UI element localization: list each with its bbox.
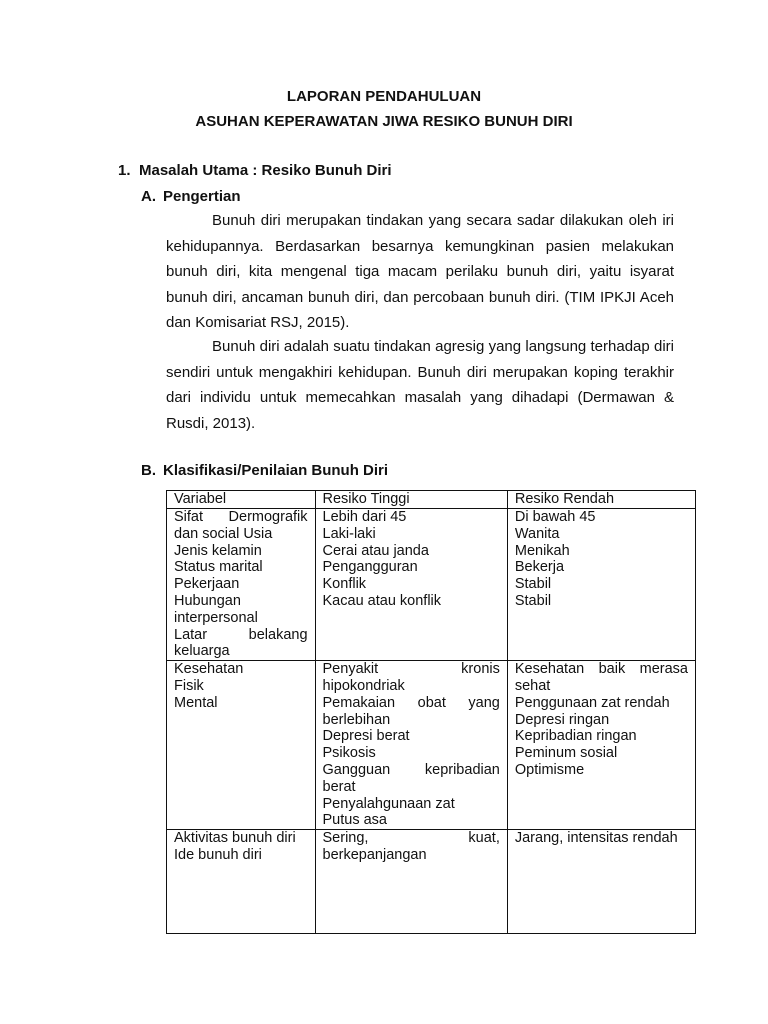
cell-line: Depresi berat bbox=[322, 728, 410, 745]
cell-line: interpersonal bbox=[174, 609, 258, 626]
cell-line: Ide bunuh diri bbox=[174, 846, 262, 863]
table-header-row bbox=[167, 491, 696, 509]
cell-line: Kacau atau konflik bbox=[322, 592, 442, 609]
table-cell-rendah bbox=[507, 509, 695, 661]
cell-line: berlebihan bbox=[322, 711, 391, 728]
subsection-letter: A. bbox=[141, 188, 156, 205]
cell-line: Laki-laki bbox=[322, 525, 376, 542]
table-header-cell: Resiko Tinggi bbox=[315, 491, 507, 509]
cell-line: Kesehatan baik merasa bbox=[514, 661, 688, 678]
cell-line: Fisik bbox=[174, 677, 204, 694]
cell-line: Kepribadian ringan bbox=[514, 728, 637, 745]
cell-line: Sering, kuat, bbox=[322, 830, 500, 847]
paragraph-1: Bunuh diri merupakan tindakan yang secara sadar dilakukan oleh iri kehidupannya. Berdasarkan besarnya kemungkinan pasien melakukan bunuh diri, kita mengenal tiga macam perilaku bunuh diri, yaitu isyarat bunuh diri, ancaman bunuh diri, dan percobaan bunuh diri. (TIM IPKJI Aceh dan Komisariat RSJ, 2015). bbox=[166, 212, 674, 331]
subsection-letter: B. bbox=[141, 462, 156, 479]
document-subtitle: ASUHAN KEPERAWATAN JIWA RESIKO BUNUH DIRI bbox=[195, 113, 573, 130]
cell-line: Cerai atau janda bbox=[322, 542, 429, 559]
cell-line: Kesehatan bbox=[174, 661, 244, 678]
cell-line: Konflik bbox=[322, 576, 367, 593]
cell-line: berkepanjangan bbox=[322, 846, 427, 863]
cell-line: Lebih dari 45 bbox=[322, 509, 407, 525]
table-cell-rendah bbox=[507, 830, 695, 934]
table-cell-variabel bbox=[167, 830, 316, 934]
cell-line: Pekerjaan bbox=[174, 576, 240, 593]
subsection-title: Klasifikasi/Penilaian Bunuh Diri bbox=[163, 462, 389, 479]
cell-line: Pengangguran bbox=[322, 559, 418, 576]
cell-line: Penggunaan zat rendah bbox=[514, 694, 670, 711]
cell-line: Jenis kelamin bbox=[174, 542, 262, 559]
cell-line: Wanita bbox=[514, 525, 560, 542]
cell-line: Peminum sosial bbox=[514, 745, 618, 762]
cell-line: Stabil bbox=[514, 592, 552, 609]
cell-line: Sifat Dermografik bbox=[174, 509, 308, 525]
cell-line: Depresi ringan bbox=[514, 711, 610, 728]
cell-line: Stabil bbox=[514, 576, 552, 593]
cell-line: Hubungan bbox=[174, 592, 241, 609]
cell-line: Penyakit kronis bbox=[322, 661, 500, 678]
table-cell-tinggi bbox=[315, 509, 507, 661]
table-cell-variabel bbox=[167, 509, 316, 661]
table-cell-tinggi bbox=[315, 830, 507, 934]
subsection-title: Pengertian bbox=[163, 188, 241, 205]
table-cell-tinggi bbox=[315, 661, 507, 830]
cell-line: Mental bbox=[174, 694, 218, 711]
table-cell-variabel bbox=[167, 661, 316, 830]
document-title: LAPORAN PENDAHULUAN bbox=[286, 88, 482, 105]
table-cell-rendah bbox=[507, 661, 695, 830]
table-header-cell: Resiko Rendah bbox=[507, 491, 695, 509]
cell-line: berat bbox=[322, 778, 356, 795]
cell-line: Pemakaian obat yang bbox=[322, 694, 500, 711]
subsection-heading-a bbox=[141, 188, 241, 205]
table-header-cell: Variabel bbox=[167, 491, 316, 509]
table-row bbox=[167, 661, 696, 830]
subsection-heading-b bbox=[141, 462, 388, 479]
cell-line: Di bawah 45 bbox=[514, 509, 596, 525]
cell-line: keluarga bbox=[174, 643, 230, 660]
section-number: 1. bbox=[118, 162, 131, 179]
cell-line: Jarang, intensitas rendah bbox=[514, 830, 678, 847]
cell-line: Putus asa bbox=[322, 812, 388, 829]
cell-line: Gangguan kepribadian bbox=[322, 761, 500, 778]
cell-line: Optimisme bbox=[514, 761, 585, 778]
cell-line: Status marital bbox=[174, 559, 263, 576]
classification-table bbox=[166, 490, 696, 934]
cell-line: dan social Usia bbox=[174, 525, 273, 542]
cell-line: hipokondriak bbox=[322, 677, 405, 694]
cell-line: Bekerja bbox=[514, 559, 565, 576]
cell-line: Menikah bbox=[514, 542, 570, 559]
cell-line: Penyalahgunaan zat bbox=[322, 795, 455, 812]
section-title: Masalah Utama : Resiko Bunuh Diri bbox=[139, 162, 392, 179]
table-row bbox=[167, 509, 696, 661]
table-row bbox=[167, 830, 696, 934]
paragraph-2: Bunuh diri adalah suatu tindakan agresig yang langsung terhadap diri sendiri untuk mengakhiri kehidupan. Bunuh diri merupakan koping terakhir dari individu untuk memecahkan masalah yang dihadapi (Dermawan & Rusdi, 2013). bbox=[166, 338, 674, 432]
cell-line: sehat bbox=[514, 677, 551, 694]
cell-line: Aktivitas bunuh diri bbox=[174, 830, 296, 847]
cell-line: Psikosis bbox=[322, 745, 376, 762]
section-heading-1 bbox=[118, 162, 392, 179]
cell-line: Latar belakang bbox=[174, 626, 308, 643]
